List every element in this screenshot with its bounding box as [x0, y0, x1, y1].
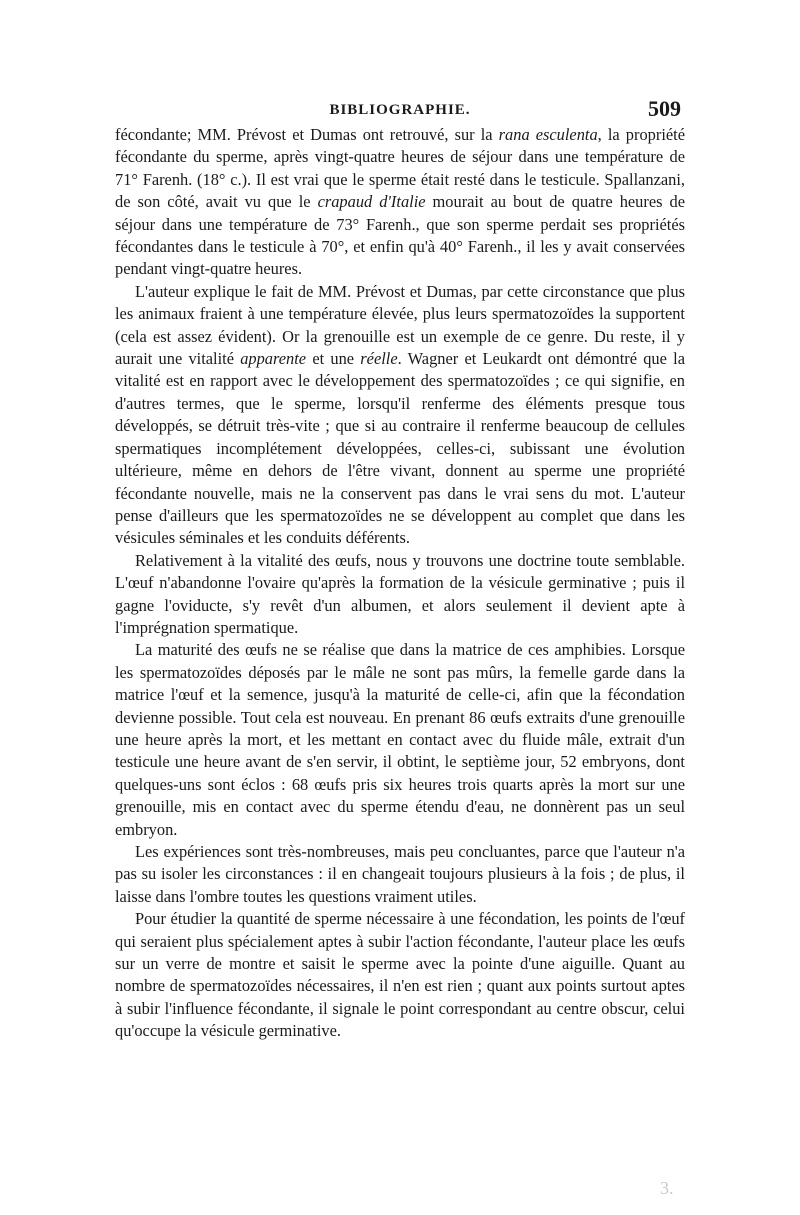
bleed-through-text: 3. [660, 1178, 674, 1198]
running-head: BIBLIOGRAPHIE. [329, 102, 471, 118]
paragraph: fécondante; MM. Prévost et Dumas ont retrouvé, sur la rana esculenta, la propriété fécondante du sperme, après vingt-quatre heures de séjour dans une température de 71° Farenh. (18° c.). Il est vrai que le sperme était resté dans le testicule. Spallanzani, de son côté, avait vu que le crapaud d'Italie mourait au bout de quatre heures de séjour dans une température de 73° Farenh., que son sperme perdait ses propriétés fécondantes dans le testicule à 70°, et enfin qu'à 40° Farenh., il les y avait conservées pendant vingt-quatre heures. [115, 125, 685, 279]
page-header [115, 96, 685, 124]
paragraph: Pour étudier la quantité de sperme nécessaire à une fécondation, les points de l'œuf qui seraient plus spécialement aptes à subir l'action fécondante, l'auteur place les œufs sur un verre de montre et saisit le sperme avec la pointe d'une aiguille. Quant au nombre de spermatozoïdes nécessaires, il n'en est rien ; quant aux points surtout aptes à subir l'influence fécondante, il signale le point correspondant au centre obscur, celui qu'occupe la vésicule germinative. [115, 909, 685, 1041]
paragraph: Les expériences sont très-nombreuses, mais peu concluantes, parce que l'auteur n'a pas su isoler les circonstances : il en changeait toujours plusieurs à la fois ; de plus, il laisse dans l'ombre toutes les questions vraiment utiles. [115, 842, 685, 906]
page-number: 509 [648, 96, 681, 121]
paragraph: L'auteur explique le fait de MM. Prévost et Dumas, par cette circonstance que plus les animaux fraient à une température élevée, plus leurs spermatozoïdes la supportent (cela est assez évident). Or la grenouille est un exemple de ce genre. Du reste, il y aurait une vitalité apparente et une réelle. Wagner et Leukardt ont démontré que la vitalité est en rapport avec le développement des spermatozoïdes ; ce qui signifie, en d'autres termes, que le sperme, lorsqu'il renferme des éléments presque tous développés, se détruit très-vite ; que si au contraire il renferme beaucoup de cellules spermatiques incomplétement développées, celles-ci, subissant une évolution ultérieure, même en dehors de l'être vivant, donnent au sperme une propriété fécondante nouvelle, mais ne la conservent pas dans le vrai sens du mot. L'auteur pense d'ailleurs que les spermatozoïdes ne se développent au complet que dans les vésicules séminales et les conduits déférents. [115, 281, 685, 548]
paragraph: Relativement à la vitalité des œufs, nous y trouvons une doctrine toute semblable. L'œuf n'abandonne l'ovaire qu'après la formation de la vésicule germinative ; puis il gagne l'oviducte, s'y revêt d'un albumen, et alors seulement il devient apte à l'imprégnation spermatique. [115, 550, 685, 637]
body-text [115, 124, 685, 1043]
paragraph: La maturité des œufs ne se réalise que dans la matrice de ces amphibies. Lorsque les spermatozoïdes déposés par le mâle ne sont pas mûrs, la femelle garde dans la matrice l'œuf et la semence, jusqu'à la maturité de celle-ci, afin que la fécondation devienne possible. Tout cela est nouveau. En prenant 86 œufs extraits d'une grenouille une heure après la mort, et les mettant en contact avec du fluide mâle, extrait d'un testicule une heure avant de s'en servir, il obtint, le septième jour, 52 embryons, dont quelques-uns sont éclos : 68 œufs pris six heures trois quarts après la mort sur une grenouille, mis en contact avec du sperme étendu d'eau, ne donnèrent pas un seul embryon. [115, 640, 685, 839]
book-page [115, 96, 685, 1043]
